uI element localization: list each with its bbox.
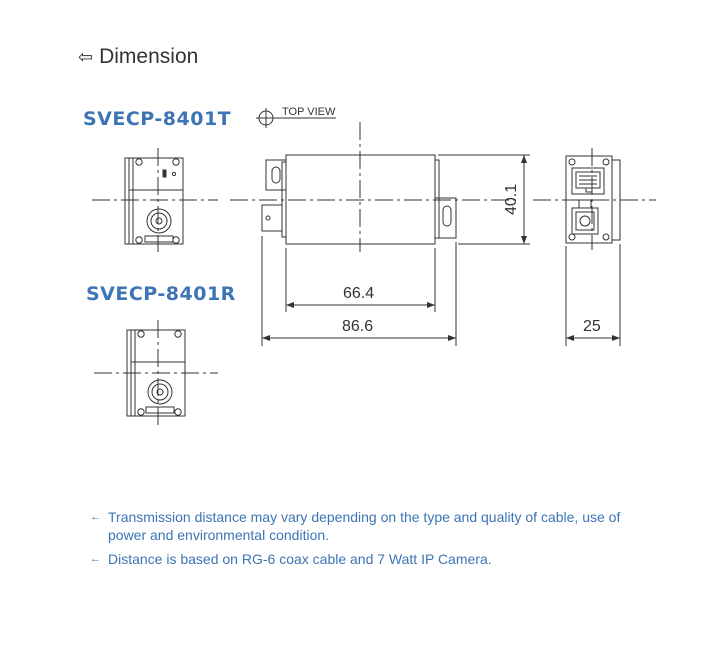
notes-list (90, 508, 650, 574)
dim-height: 40.1 (503, 183, 520, 215)
note-text: Distance is based on RG-6 coax cable and 7 Watt IP Camera. (108, 551, 492, 567)
model-label-receiver: SVECP-8401R (86, 283, 236, 305)
note-bullet-icon: ← (90, 553, 101, 565)
note-item (90, 508, 650, 544)
transmitter-front-view (92, 148, 218, 252)
top-view-label: TOP VIEW (282, 106, 336, 118)
dim-total-length: 86.6 (342, 318, 374, 335)
back-arrow-icon: ⇦ (78, 46, 94, 68)
section-title: Dimension (99, 45, 199, 68)
note-text: Transmission distance may vary depending on the type and quality of cable, use of power and environmental condition. (108, 509, 621, 543)
dim-inner-length: 66.4 (343, 285, 375, 302)
note-bullet-icon: ← (90, 511, 101, 523)
note-item (90, 550, 650, 568)
receiver-front-view (94, 320, 218, 428)
top-view (230, 108, 530, 346)
model-label-transmitter: SVECP-8401T (83, 108, 232, 130)
side-view (533, 148, 656, 346)
dim-depth: 25 (583, 318, 601, 335)
